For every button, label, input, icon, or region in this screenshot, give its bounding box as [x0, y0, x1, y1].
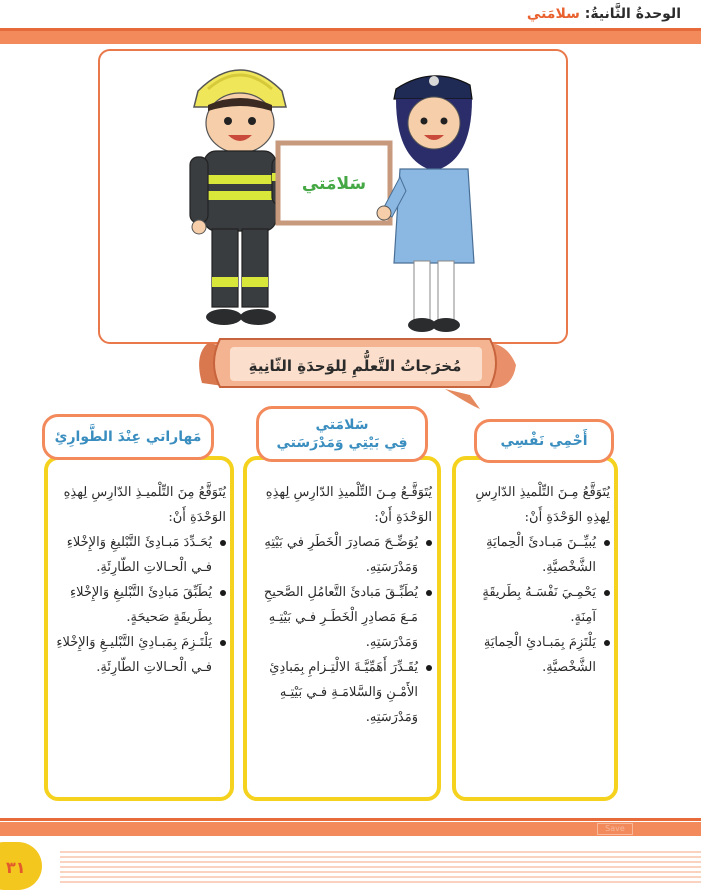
outcome-text-emergency-skills — [54, 480, 226, 680]
list-item: يُبيِّــنَ مَبـادئَ الْحِمايَةِ الشَّخْصيَّةِ. — [462, 530, 610, 580]
outcome-intro: يُتَوَقَّعُ مِنَ التِّلْميـذِ الدّارِسِ لِهذِهِ الوَحْدَةِ أَنْ: — [63, 485, 226, 525]
tab-safety-line1: سَلامَتي — [315, 417, 369, 433]
save-button[interactable]: Save — [597, 823, 633, 835]
list-item: يُقَـدِّرَ أَهَمِّيَّـةَ الالْتِـزامِ بِمَبادِئِ الأَمْـنِ وَالسَّلامَـةِ فـي بَيْتِـهِ وَمَدْرَسَتِهِ. — [252, 655, 432, 730]
page-header — [0, 0, 701, 28]
outcome-list — [252, 530, 432, 730]
children-safety-illustration — [100, 51, 566, 342]
list-item: يَلْتَـزِمَ بِمَبـادِئِ التَّبْليـغِ وَالإِخْلاءِ فـي الْحـالاتِ الطّارِئَةِ. — [54, 630, 226, 680]
learning-outcomes-ribbon — [190, 325, 520, 410]
outcome-intro: يُتَوَقَّعُ مِـنَ التِّلْميذِ الدّارِسِ لِهذِهِ الوَحْدَةِ أَنْ: — [475, 485, 610, 525]
unit-label: الوحدةُ الثَّانيةُ: — [584, 6, 681, 22]
sign-board — [278, 143, 390, 223]
list-item: يُحَـدِّدَ مَبـادِئَ التَّبْليغِ وَالإِخْلاءِ فـي الْحـالاتِ الطّارِئَةِ. — [54, 530, 226, 580]
tab-emergency-skills — [42, 414, 214, 460]
ribbon-title: مُخرَجاتُ التَّعلُّمِ لِلوَحدَةِ الثّانِيةِ — [248, 357, 462, 375]
list-item: يَلْتَزِمَ بِمَبـادئِ الْحِمايَةِ الشَّخْصيَّةِ. — [462, 630, 610, 680]
tab-safety-home-school — [256, 406, 428, 462]
outcome-text-safety-home-school — [252, 480, 432, 730]
tab-protect-myself — [474, 419, 614, 463]
outcome-text-protect-myself — [462, 480, 610, 680]
page-number: ٣١ — [6, 858, 26, 877]
unit-title — [527, 6, 681, 22]
firefighter-boy — [190, 70, 290, 325]
outcome-intro: يُتَوَقَّـعُ مِـنَ التِّلْميذِ الدّارِسِ لِهذِهِ الوَحْدَةِ أَنْ: — [265, 485, 432, 525]
police-girl — [377, 76, 474, 332]
footer-decorative-lines — [60, 848, 701, 888]
list-item: يَحْمِـيَ نَفْسَـهُ بِطَريقَةٍ آمِنَةٍ. — [462, 580, 610, 630]
unit-name: سلامَتي — [526, 6, 580, 22]
illustration-frame — [98, 49, 568, 344]
sign-text: سَلامَتي — [301, 174, 367, 194]
footer-bar-line — [0, 818, 701, 821]
tab-emergency-label: مَهاراتي عِنْدَ الطَّوارِئِ — [54, 429, 202, 445]
ribbon-shape — [190, 325, 520, 410]
list-item: يُطَبِّقَ مَبادِئَ التَّبْليغِ وَالإِخْلاءِ بِطَريقَةٍ صَحيحَةٍ. — [54, 580, 226, 630]
tab-protect-myself-label: أَحْمِي نَفْسِي — [500, 433, 588, 449]
outcome-list — [462, 530, 610, 680]
outcome-list — [54, 530, 226, 680]
list-item: يُطَبِّـقَ مَبادئَ التَّعامُلِ الصَّحيحِ مَـعَ مَصادِرِ الْخَطَـرِ فـي بَيْتِـهِ وَمَدْرَسَتِهِ. — [252, 580, 432, 655]
tab-safety-line2: فِي بَيْتِي وَمَدْرَسَتي — [276, 435, 408, 451]
footer-bar — [0, 822, 701, 836]
header-bar-line — [0, 28, 701, 31]
list-item: يُوَضِّـحَ مَصادِرَ الْخَطَرِ في بَيْتِهِ وَمَدْرَسَتِهِ. — [252, 530, 432, 580]
